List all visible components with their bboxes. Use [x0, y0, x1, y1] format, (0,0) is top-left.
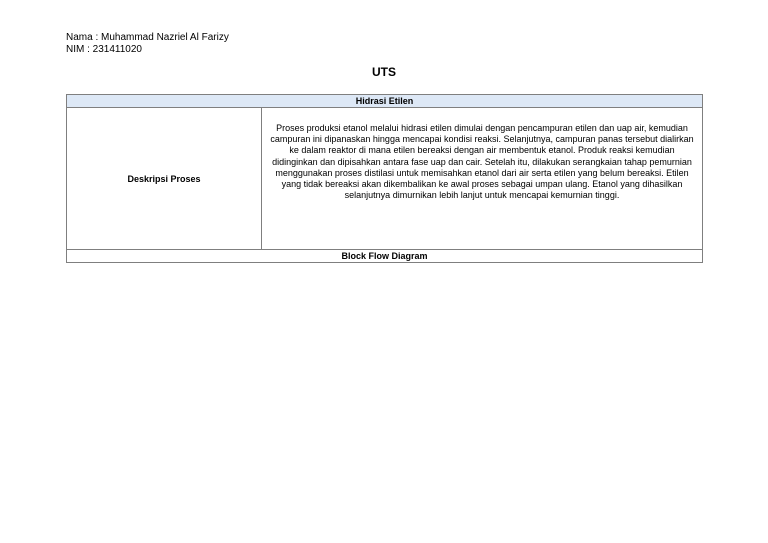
process-table — [66, 94, 703, 263]
document-title: UTS — [372, 65, 396, 79]
process-description: Proses produksi etanol melalui hidrasi etilen dimulai dengan pencampuran etilen dan uap air, kemudian campuran ini dipanaskan hingga mencapai kondisi reaksi. Selanjutnya, campuran panas tersebut dialirkan ke dalam reaktor di mana etilen bereaksi dengan air membentuk etanol. Produk reaksi kemudian didinginkan dan dipisahkan antara fase uap dan cair. Setelah itu, dilakukan serangkaian tahap pemurnian menggunakan proses distilasi untuk memisahkan etanol dari air serta etilen yang belum bereaksi. Etilen yang tidak bereaksi akan dikembalikan ke awal proses sebagai umpan ulang. Etanol yang dihasilkan selanjutnya dimurnikan lebih lanjut untuk mencapai kemurnian tinggi. — [262, 108, 703, 250]
section-title: Hidrasi Etilen — [67, 95, 703, 108]
student-nim: NIM : 231411020 — [66, 43, 142, 55]
student-name: Nama : Muhammad Nazriel Al Farizy — [66, 32, 229, 43]
row-label: Deskripsi Proses — [67, 108, 262, 250]
student-info — [66, 32, 229, 55]
diagram-title: Block Flow Diagram — [67, 250, 703, 263]
